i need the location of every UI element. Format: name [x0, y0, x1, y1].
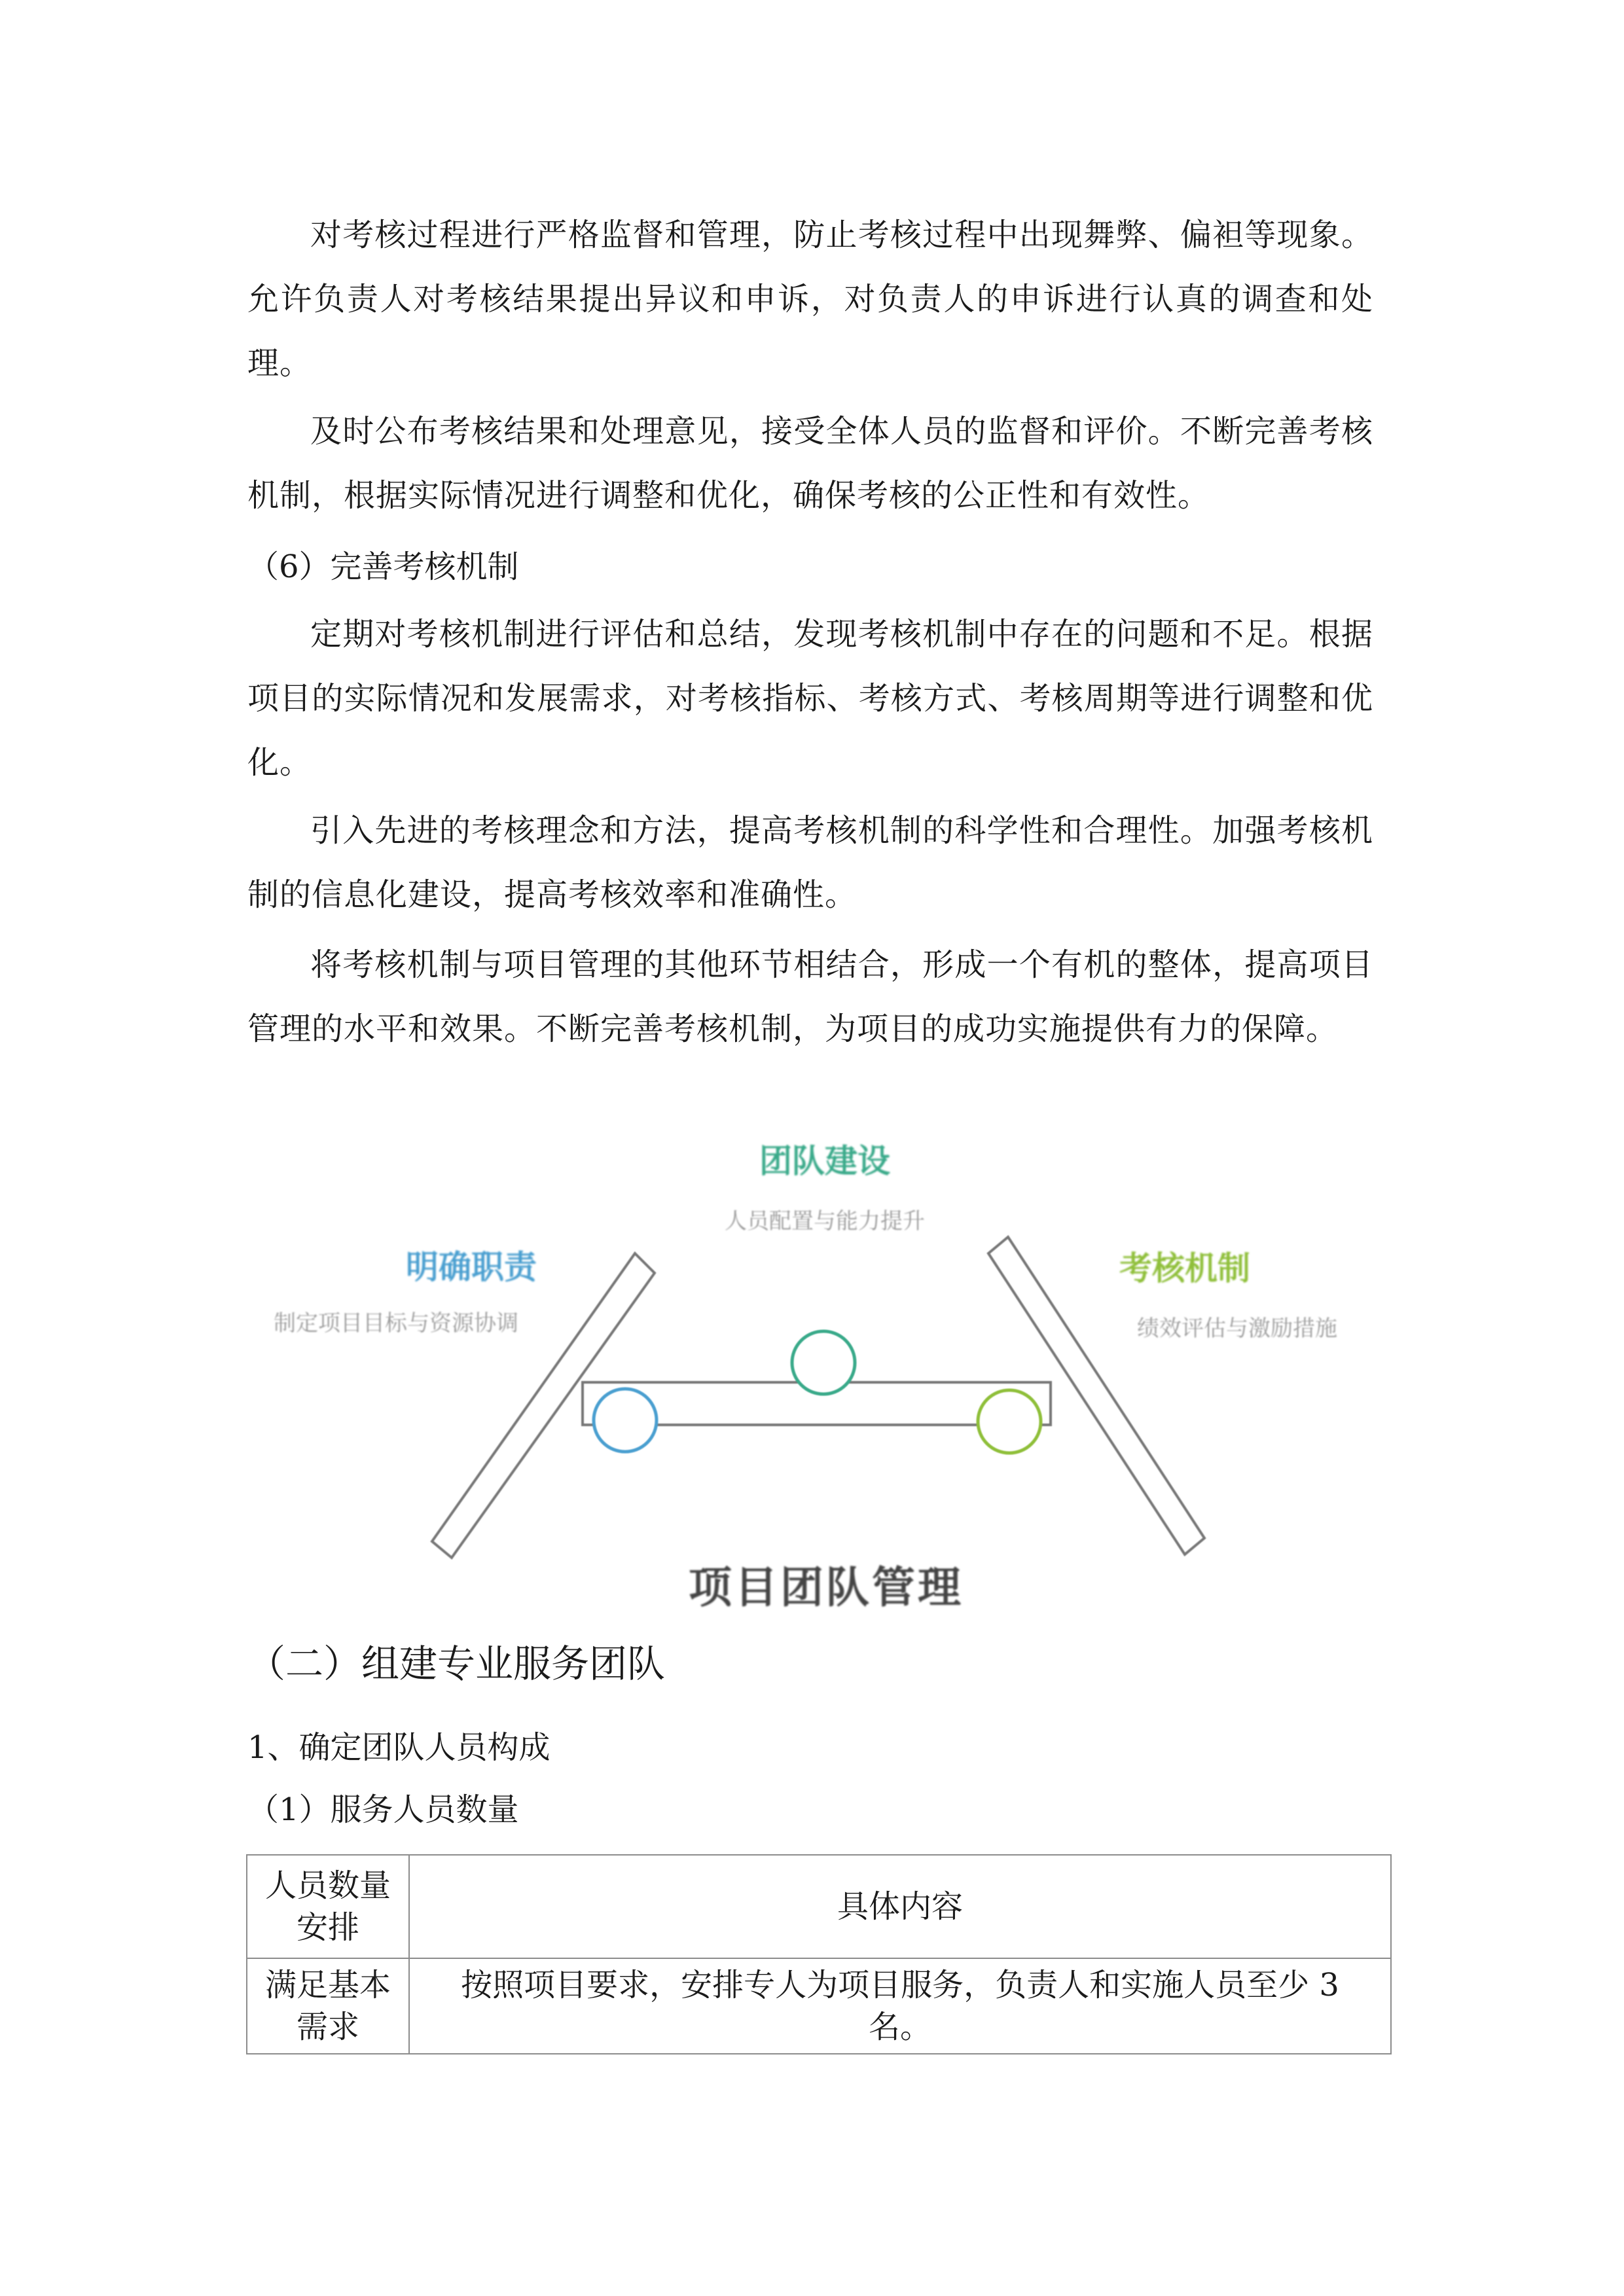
diagram-node-label-team: 团队建设	[759, 1142, 890, 1180]
paragraph-3: 定期对考核机制进行评估和总结，发现考核机制中存在的问题和不足。根据项目的实际情况和发展需求，对考核指标、考核方式、考核周期等进行调整和优化。	[247, 616, 1373, 781]
paragraph-5: 将考核机制与项目管理的其他环节相结合，形成一个有机的整体，提高项目管理的水平和效果。不断完善考核机制，为项目的成功实施提供有力的保障。	[247, 946, 1373, 1047]
diagram-node-label-assess: 考核机制	[1119, 1249, 1250, 1287]
section-subheading-2: （1）服务人员数量	[247, 1791, 519, 1828]
node-circle-left	[594, 1389, 657, 1452]
table-header-cell: 人员数量安排	[247, 1855, 409, 1958]
diagram-node-label-duty: 明确职责	[406, 1248, 537, 1286]
section-subheading-1: 1、确定团队人员构成	[247, 1729, 550, 1766]
subheading-6: （6）完善考核机制	[247, 548, 519, 585]
diagram-node-sub-duty: 制定项目目标与资源协调	[274, 1310, 518, 1336]
diagram-node-sub-team: 人员配置与能力提升	[725, 1208, 925, 1234]
section-title: （二）组建专业服务团队	[247, 1641, 666, 1686]
node-circle-right	[978, 1390, 1041, 1453]
team-management-diagram	[249, 1126, 1375, 1623]
diagram-node-sub-assess: 绩效评估与激励措施	[1137, 1316, 1337, 1342]
diagram-title: 项目团队管理	[689, 1562, 964, 1613]
table-cell: 按照项目要求，安排专人为项目服务，负责人和实施人员至少 3 名。	[409, 1958, 1391, 2054]
paragraph-4: 引入先进的考核理念和方法，提高考核机制的科学性和合理性。加强考核机制的信息化建设，提高考核效率和准确性。	[247, 812, 1373, 913]
staff-table	[246, 1854, 1392, 2054]
diagram-graphic	[249, 1126, 1375, 1623]
table-row	[247, 1958, 1391, 2054]
table-header-cell: 具体内容	[409, 1855, 1391, 1958]
paragraph-2: 及时公布考核结果和处理意见，接受全体人员的监督和评价。不断完善考核机制，根据实际情况进行调整和优化，确保考核的公正性和有效性。	[247, 413, 1373, 514]
table-header-row	[247, 1855, 1391, 1958]
node-circle-center	[792, 1331, 855, 1394]
table-cell: 满足基本需求	[247, 1958, 409, 2054]
paragraph-1: 对考核过程进行严格监督和管理，防止考核过程中出现舞弊、偏袒等现象。允许负责人对考核结果提出异议和申诉，对负责人的申诉进行认真的调查和处理。	[247, 217, 1373, 382]
